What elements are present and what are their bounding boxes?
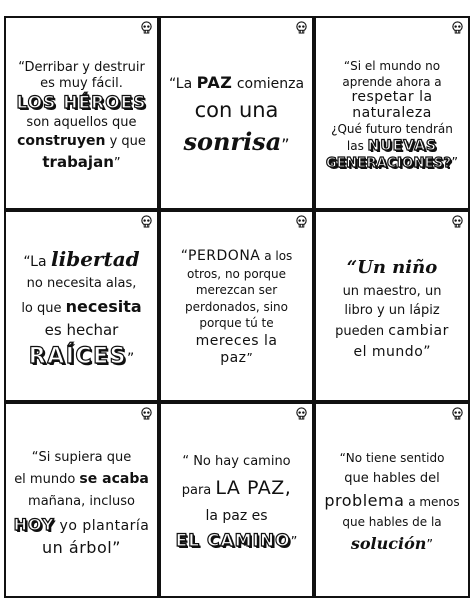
quote-line	[17, 134, 146, 150]
highlight-word: NUEVAS	[367, 137, 438, 154]
quote-segment: comienza	[232, 76, 305, 93]
quote-text	[164, 212, 309, 400]
quote-line	[331, 123, 453, 136]
quote-card-7	[4, 402, 159, 598]
quote-segment: yo plantaría	[54, 517, 150, 534]
quote-segment: “La	[168, 76, 197, 93]
highlight-word: “PERDONA	[180, 248, 261, 265]
quote-text	[319, 404, 465, 596]
quote-card-4	[4, 210, 159, 402]
quote-text	[164, 18, 309, 208]
quote-line	[45, 322, 119, 339]
quote-segment: mañana, incluso	[28, 494, 135, 510]
quote-line	[340, 452, 445, 465]
highlight-word: respetar la	[351, 88, 433, 105]
quote-line	[351, 535, 433, 554]
highlight-word: paz	[220, 350, 247, 367]
quote-segment: para	[181, 483, 216, 499]
quote-segment: ”	[112, 538, 121, 558]
quote-segment: es hechar	[44, 321, 119, 340]
quote-segment: otros, no porque	[187, 266, 286, 281]
quote-text	[9, 404, 154, 596]
quote-line	[21, 298, 141, 317]
quote-segment: ”	[113, 155, 121, 171]
quote-segment: el mundo	[14, 472, 80, 488]
quote-text	[319, 212, 465, 400]
quote-segment: no necesita alas,	[26, 276, 137, 292]
quote-line	[352, 106, 432, 122]
highlight-word: HOY	[13, 514, 55, 534]
quote-line	[176, 532, 298, 551]
quote-line	[344, 60, 440, 73]
quote-line	[42, 154, 120, 172]
quote-segment: aprende ahora a	[342, 74, 442, 89]
quote-line	[14, 516, 150, 535]
highlight-word: problema	[324, 491, 405, 511]
quote-segment: la paz es	[205, 507, 268, 524]
highlight-word: se acaba	[79, 471, 149, 488]
quote-line	[183, 126, 290, 156]
quote-segment: un maestro, un	[342, 283, 442, 299]
quote-segment: ”	[281, 134, 290, 154]
highlight-word: sonrisa	[183, 126, 282, 156]
quote-segment: son aquellos que	[26, 114, 137, 130]
quote-card-5	[159, 210, 314, 402]
quote-line	[16, 94, 146, 113]
highlight-word: solución	[350, 534, 427, 554]
quote-card-2	[159, 16, 314, 210]
quote-line	[344, 304, 439, 319]
quote-line	[326, 157, 458, 172]
highlight-word: PAZ	[196, 73, 233, 93]
quote-segment: ”	[126, 350, 135, 367]
quote-segment: pueden	[335, 323, 389, 339]
quote-line	[196, 284, 277, 297]
quote-line	[351, 90, 432, 106]
quote-text	[9, 212, 154, 400]
highlight-word: naturaleza	[352, 104, 432, 121]
quote-line	[40, 77, 123, 92]
quote-segment: ”	[423, 343, 431, 360]
quote-text	[319, 18, 465, 208]
quote-segment: las	[346, 138, 368, 153]
highlight-word: trabajan	[42, 152, 114, 171]
quote-segment: ”	[290, 535, 298, 551]
quote-line	[205, 509, 267, 525]
quote-line	[42, 539, 121, 557]
quote-segment: con una	[194, 98, 279, 123]
quote-segment: “No tiene sentido	[339, 451, 445, 466]
quote-segment: que hables del	[344, 470, 440, 486]
quote-segment: y que	[105, 134, 146, 150]
highlight-word: el mundo	[353, 343, 424, 360]
quote-line	[23, 248, 139, 271]
highlight-word: libertad	[51, 247, 140, 272]
highlight-word: construyen	[17, 133, 106, 150]
quote-segment: a menos	[404, 495, 460, 510]
quote-segment: perdonados, sino	[184, 299, 288, 314]
quote-line	[195, 99, 279, 123]
quote-line	[26, 116, 136, 131]
quote-line	[169, 74, 304, 93]
quote-segment: “Si supiera que	[31, 449, 132, 465]
quote-segment: “ No hay camino	[182, 453, 291, 469]
highlight-word: un árbol	[42, 538, 113, 558]
quote-card-3	[314, 16, 470, 210]
quote-text	[164, 404, 309, 596]
highlight-word: GENERACIONES?	[325, 156, 452, 172]
quote-line	[347, 139, 437, 155]
quote-line	[353, 345, 430, 361]
quote-line	[32, 451, 132, 466]
quote-segment: lo que	[21, 300, 66, 316]
quote-line	[220, 351, 253, 367]
quote-segment: ”	[451, 156, 459, 172]
quote-segment: ”	[426, 538, 434, 554]
quote-segment: “La	[23, 254, 52, 271]
quote-card-9	[314, 402, 470, 598]
quote-line	[342, 76, 441, 89]
quote-line	[185, 301, 288, 314]
quote-line	[18, 61, 145, 76]
quote-line	[342, 516, 441, 529]
quote-line	[324, 492, 459, 510]
quote-segment: porque tú te	[199, 316, 274, 331]
quote-line	[182, 478, 292, 499]
quote-segment: que hables de la	[342, 514, 442, 529]
quote-segment: ”	[246, 351, 253, 366]
highlight-word: cambiar	[388, 322, 449, 339]
quote-segment: “Si el mundo no	[343, 59, 441, 74]
quote-line	[28, 495, 135, 510]
quote-line	[182, 455, 290, 470]
quote-line	[344, 472, 439, 487]
quote-segment: “Derribar y destruir	[18, 59, 145, 75]
quote-segment: merezcan ser	[195, 283, 278, 298]
highlight-word: mereces la	[195, 332, 278, 349]
quote-text	[9, 18, 154, 208]
quote-segment: libro y un lápiz	[344, 303, 440, 319]
quote-segment: es muy fácil.	[40, 76, 123, 92]
quote-line	[199, 317, 273, 330]
quote-line	[347, 258, 437, 278]
quote-line	[14, 472, 149, 488]
quote-segment: ¿Qué futuro tendrán	[331, 122, 453, 137]
quote-line	[343, 285, 442, 300]
highlight-word: LA PAZ,	[215, 477, 292, 500]
quote-line	[187, 268, 286, 281]
quote-line	[196, 334, 278, 350]
quote-line	[29, 345, 134, 370]
quote-segment: a los	[260, 249, 293, 264]
quote-line	[181, 249, 293, 265]
highlight-word: EL CAMINO	[175, 531, 291, 552]
highlight-word: RAÍCES	[28, 343, 127, 369]
quote-card-8	[159, 402, 314, 598]
quote-line	[27, 277, 137, 292]
quote-card-1	[4, 16, 159, 210]
highlight-word: “Un niño	[346, 256, 438, 278]
highlight-word: necesita	[65, 296, 142, 316]
highlight-word: LOS HÉROES	[16, 92, 147, 113]
quote-line	[335, 324, 449, 340]
quote-card-6	[314, 210, 470, 402]
